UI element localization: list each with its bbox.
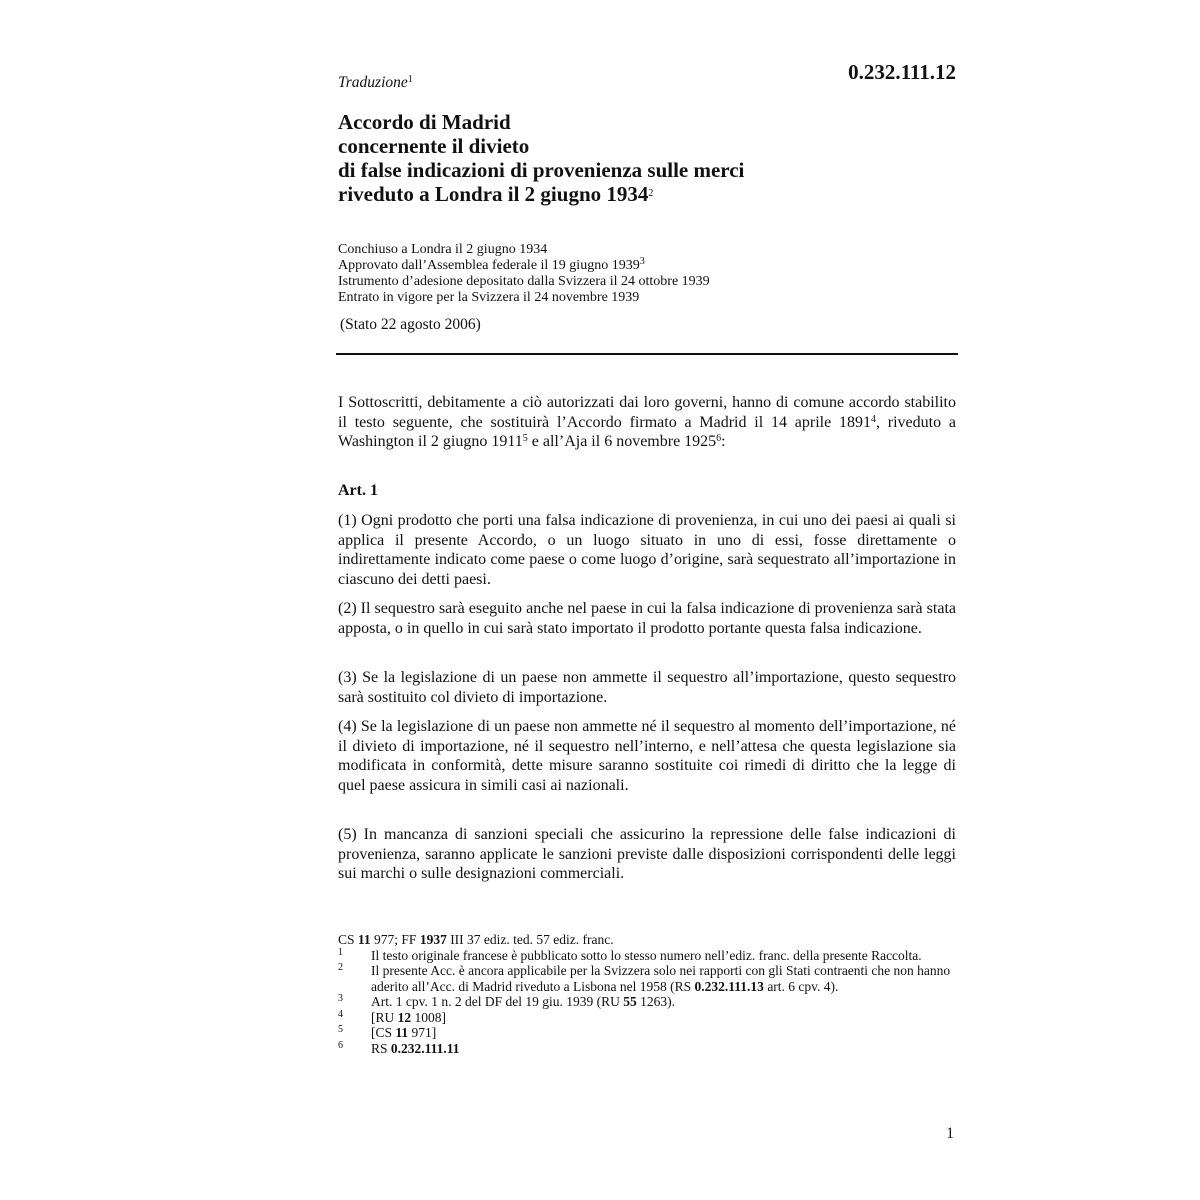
- title-line: concernente il divieto: [338, 134, 530, 158]
- document-title: [338, 110, 958, 206]
- footnote-bold: 55: [623, 994, 637, 1009]
- ref-text: CS: [338, 932, 358, 947]
- footnote: [338, 948, 958, 964]
- article-paragraph: (1) Ogni prodotto che porti una falsa indicazione di provenienza, in cui uno dei paesi ai quali si applica il presente Accordo, o un luogo situato in uno di essi, fosse direttamente o indirettamente indicato come paese o come luogo d’origine, sarà sequestrato all’importazione in ciascuno dei detti paesi.: [338, 512, 956, 588]
- footnote: [338, 994, 958, 1010]
- footnote-number: 1: [338, 946, 343, 958]
- footnote-bold: 0.232.111.13: [694, 978, 764, 994]
- footnote-marker: 5: [522, 433, 528, 445]
- translation-label-text: Traduzione: [338, 74, 408, 91]
- footnote: [338, 1010, 958, 1026]
- footnote-number: 3: [338, 993, 343, 1004]
- sr-number: 0.232.111.12: [848, 60, 956, 84]
- footnote-number: 6: [338, 1039, 343, 1051]
- article-paragraph: (5) In mancanza di sanzioni speciali che assicurino la repressione delle false indicazioni di provenienza, saranno applicate le sanzioni previste dalle disposizioni corrispondenti delle leggi sui marchi o sulle designazioni commerciali.: [338, 826, 956, 883]
- article-paragraph: (4) Se la legislazione di un paese non ammette né il sequestro al momento dell’importazione, né il divieto di importazione, né il sequestro nell’interno, e nell’attesa che questa legislazione sia modificata in conformità, dette misure saranno sostituite coi rimedi di diritto che la legge di quel paese assicura in simili casi ai nazionali.: [338, 718, 956, 794]
- footnote-text: 1008]: [411, 1009, 446, 1025]
- article-heading: Art. 1: [338, 482, 378, 499]
- footnote-text: Il presente Acc. è ancora applicabile per la Svizzera solo nei rapporti con gli Stati contraenti che non hanno aderito all’Acc. di Madrid riveduto a Lisbona nel 1958 (RS: [371, 963, 951, 994]
- footnote-bold: 11: [395, 1025, 409, 1040]
- footnote-text: RS: [371, 1040, 391, 1056]
- footnote-marker: 1: [407, 74, 413, 85]
- title-line: [338, 182, 958, 206]
- concluded-date: Conchiuso a Londra il 2 giugno 1934: [338, 242, 548, 257]
- footnote-marker: 4: [870, 413, 876, 425]
- footnote-text: 1263).: [636, 994, 675, 1009]
- footnote-number: 2: [338, 962, 343, 973]
- footnote: [338, 1041, 958, 1057]
- header-divider: [336, 353, 958, 355]
- footnote-number: 4: [338, 1008, 343, 1020]
- footnotes: [338, 932, 958, 1056]
- footnote-text: Il testo originale francese è pubblicato sotto lo stesso numero nell’ediz. franc. della presente Raccolta.: [371, 947, 922, 963]
- article-paragraph: (2) Il sequestro sarà eseguito anche nel paese in cui la falsa indicazione di provenienza sarà stata apposta, o in quello in cui sarà stato importato il prodotto portante questa falsa indicazione.: [338, 600, 956, 637]
- preamble-text: :: [721, 433, 726, 451]
- ref-bold: 1937: [419, 932, 447, 947]
- article-paragraph: (3) Se la legislazione di un paese non ammette il sequestro all’importazione, questo sequestro sarà sostituito col divieto di importazione.: [338, 669, 956, 706]
- footnote-marker: 2: [648, 188, 654, 199]
- document-metadata: [338, 242, 958, 306]
- source-reference: [338, 932, 958, 948]
- footnote: [338, 963, 958, 994]
- footnote-bold: 0.232.111.11: [390, 1040, 460, 1056]
- footnote-marker: 6: [716, 433, 722, 445]
- page-number: 1: [946, 1125, 954, 1142]
- status-date: (Stato 22 agosto 2006): [340, 316, 481, 333]
- footnote-text: art. 6 cpv. 4).: [763, 978, 839, 994]
- footnote-bold: 12: [397, 1009, 412, 1025]
- footnote-text: 971]: [408, 1025, 437, 1040]
- footnote-marker: 3: [639, 256, 645, 267]
- ref-text: III 37 ediz. ted. 57 ediz. franc.: [446, 932, 614, 947]
- preamble: [338, 393, 956, 452]
- footnote-text: Art. 1 cpv. 1 n. 2 del DF del 19 giu. 1939 (RU: [371, 994, 624, 1009]
- title-line-text: riveduto a Londra il 2 giugno 1934: [338, 182, 649, 206]
- preamble-text: , riveduto a Washington il 2 giugno 1911: [338, 413, 956, 451]
- ref-bold: 11: [357, 932, 371, 947]
- in-force-date: Entrato in vigore per la Svizzera il 24 novembre 1939: [338, 290, 640, 305]
- approved-date-text: Approvato dall’Assemblea federale il 19 giugno 1939: [338, 258, 640, 273]
- footnote: [338, 1025, 958, 1041]
- title-line: Accordo di Madrid: [338, 110, 511, 134]
- footnote-text: [CS: [371, 1025, 396, 1040]
- footnote-number: 5: [338, 1024, 343, 1035]
- ref-text: 977; FF: [370, 932, 420, 947]
- instrument-date: Istrumento d’adesione depositato dalla Svizzera il 24 ottobre 1939: [338, 274, 710, 289]
- translation-label: [338, 74, 413, 92]
- preamble-text: I Sottoscritti, debitamente a ciò autorizzati dai loro governi, hanno di comune accordo stabilito il testo seguente, che sostituirà l’Accordo firmato a Madrid il 14 aprile 1891: [338, 394, 956, 431]
- footnote-text: [RU: [371, 1009, 398, 1025]
- preamble-text: e all’Aja il 6 novembre 1925: [527, 433, 717, 451]
- title-line: di false indicazioni di provenienza sulle merci: [338, 158, 745, 182]
- approved-date: [338, 258, 958, 274]
